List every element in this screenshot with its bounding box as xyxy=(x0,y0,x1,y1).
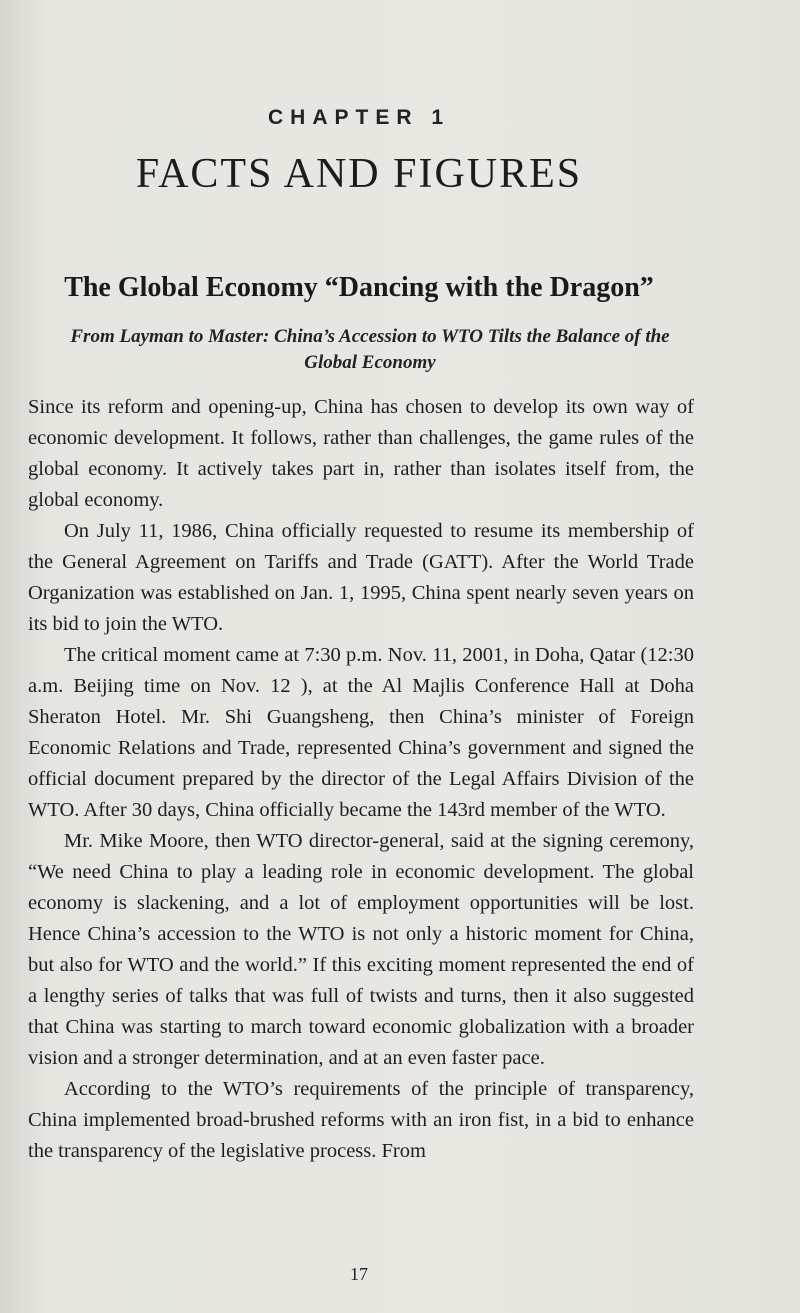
section-heading: The Global Economy “Dancing with the Dragon” xyxy=(64,272,654,303)
chapter-label: CHAPTER 1 xyxy=(267,106,451,129)
paragraph: Since its reform and opening-up, China has chosen to develop its own way of economic development. It follows, rather than challenges, the game rules of the global economy. It actively takes part in, rather than isolates itself from, the global economy. xyxy=(28,396,694,511)
paragraph: On July 11, 1986, China officially requested to resume its membership of the General Agreement on Tariffs and Trade (GATT). After the World Trade Organization was established on Jan. 1, 1995, China spent nearly seven years on its bid to join the WTO. xyxy=(28,520,694,635)
section-subheading: From Layman to Master: China’s Accession to WTO Tilts the Balance of the Global Economy xyxy=(70,326,670,373)
page-number: 17 xyxy=(350,1264,368,1284)
chapter-title: FACTS AND FIGURES xyxy=(135,151,583,197)
paragraph: The critical moment came at 7:30 p.m. Nov. 11, 2001, in Doha, Qatar (12:30 a.m. Beijing time on Nov. 12 ), at the Al Majlis Conference Hall at Doha Sheraton Hotel. Mr. Shi Guangsheng, then China’s minister of Foreign Economic Relations and Trade, represented China’s government and signed the official document prepared by the director of the Legal Affairs Division of the WTO. After 30 days, China officially became the 143rd member of the WTO. xyxy=(28,644,694,821)
paragraph: Mr. Mike Moore, then WTO director-general, said at the signing ceremony, “We need China to play a leading role in economic development. The global economy is slackening, and a lot of employment opportunities will be lost. Hence China’s accession to the WTO is not only a historic moment for China, but also for WTO and the world.” If this exciting moment represented the end of a lengthy series of talks that was full of twists and turns, then it also suggested that China was starting to march toward economic globalization with a broader vision and a stronger determination, and at an even faster pace. xyxy=(28,830,694,1069)
paragraph: According to the WTO’s requirements of the principle of transparency, China implemented broad-brushed reforms with an iron fist, in a bid to enhance the transparency of the legislative process. From xyxy=(28,1078,694,1162)
body-text xyxy=(28,392,694,1167)
